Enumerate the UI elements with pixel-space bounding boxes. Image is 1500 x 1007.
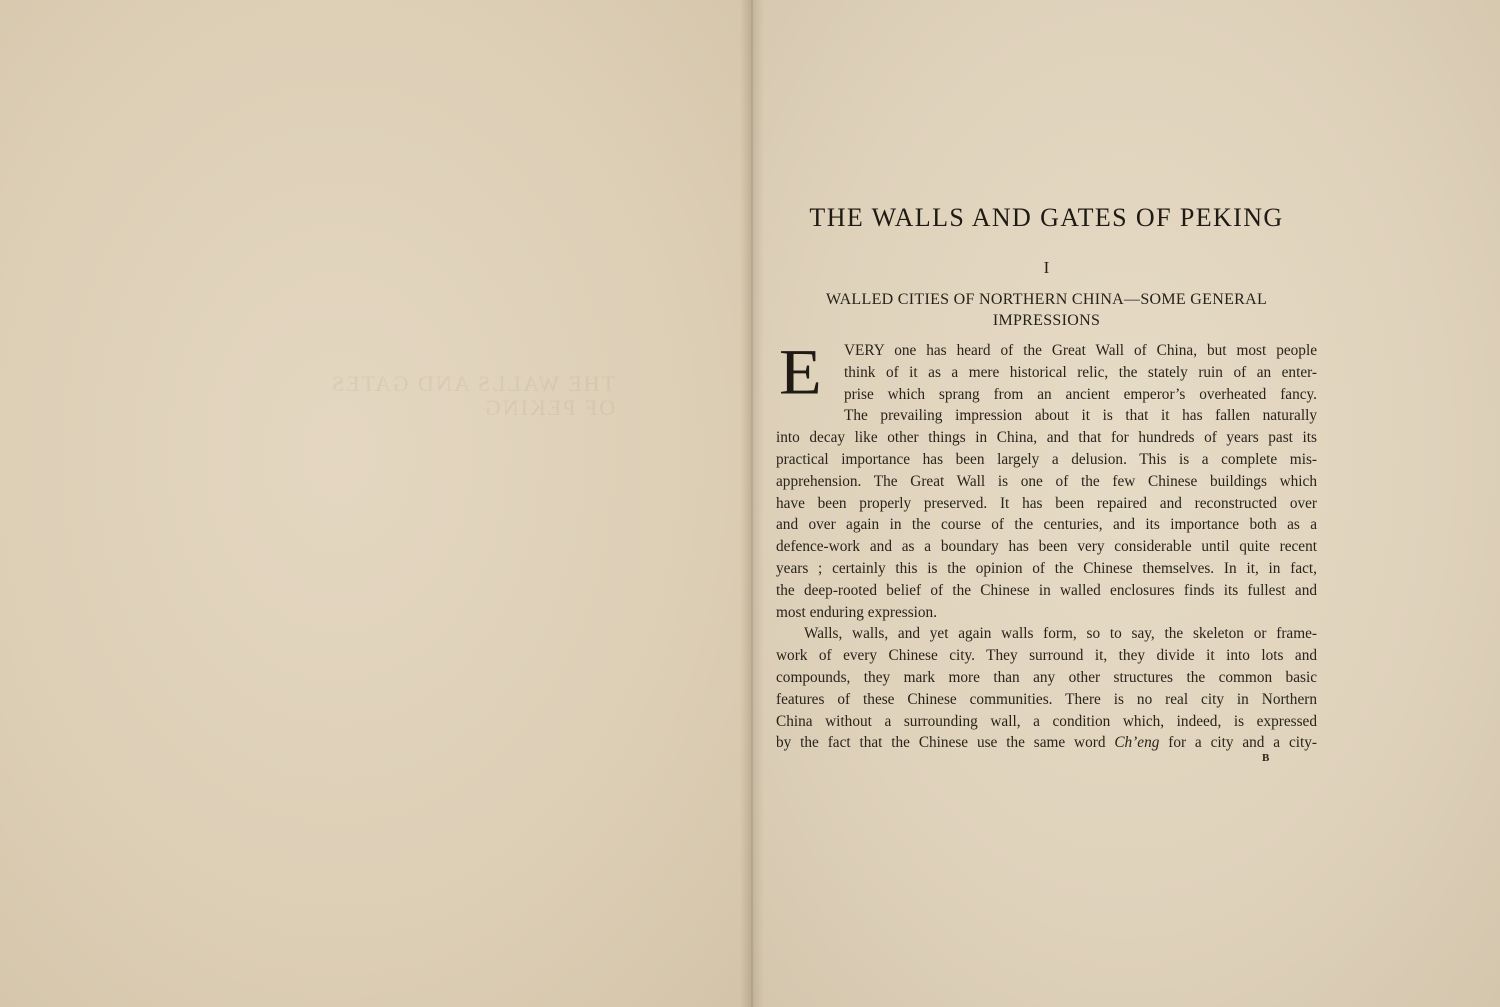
chapter-title-line: IMPRESSIONS	[992, 312, 1101, 329]
paragraph-line: apprehension. The Great Wall is one of the few Chinese buildings which	[776, 472, 1317, 490]
paragraph-line: years ; certainly this is the opinion of the Chinese themselves. In it, in fact,	[776, 559, 1317, 577]
show-through-text	[330, 372, 615, 420]
paragraph-line: most enduring expression.	[776, 603, 938, 621]
line-text: by the fact that the Chinese use the same word	[776, 734, 1115, 752]
paragraph-line: The prevailing impression about it is that it has fallen naturally	[844, 407, 1317, 425]
page-gutter	[740, 0, 764, 1007]
chapter-number: I	[1043, 258, 1050, 277]
drop-cap-letter: E	[779, 336, 822, 409]
paragraph-line: and over again in the course of the centuries, and its importance both as a	[776, 516, 1317, 534]
paragraph-line: work of every Chinese city. They surround it, they divide it into lots and	[776, 647, 1317, 665]
book-title: THE WALLS AND GATES OF PEKING	[809, 203, 1284, 232]
body-text	[776, 336, 1317, 754]
paragraph-line: features of these Chinese communities. There is no real city in Northern	[776, 690, 1317, 708]
paragraph-line: VERY one has heard of the Great Wall of China, but most people	[844, 342, 1317, 359]
signature-mark: B	[1262, 752, 1270, 764]
paragraph-line: practical importance has been largely a delusion. This is a complete mis-	[776, 450, 1317, 468]
paragraph-line	[776, 732, 1317, 754]
paragraph-line: think of it as a mere historical relic, the stately ruin of an enter-	[844, 363, 1317, 381]
paragraph-line: compounds, they mark more than any other structures the common basic	[776, 668, 1317, 686]
line-text: for a city and a city-	[1159, 734, 1317, 752]
show-through-line: THE WALLS AND GATES	[330, 371, 616, 396]
chapter-title	[776, 289, 1317, 331]
paragraph-line: prise which sprang from an ancient emperor’s overheated fancy.	[844, 385, 1317, 403]
show-through-line: OF PEKING	[482, 395, 616, 420]
paragraph-line: into decay like other things in China, and that for hundreds of years past its	[776, 429, 1317, 447]
paragraph-line: China without a surrounding wall, a condition which, indeed, is expressed	[776, 712, 1317, 730]
paragraph-line: have been properly preserved. It has been repaired and reconstructed over	[776, 494, 1317, 512]
italic-word: Ch’eng	[1114, 734, 1160, 752]
paragraph-line: Walls, walls, and yet again walls form, so to say, the skeleton or frame-	[804, 625, 1317, 643]
paragraph-line: defence-work and as a boundary has been very considerable until quite recent	[776, 538, 1317, 556]
paragraph-line: the deep-rooted belief of the Chinese in walled enclosures finds its fullest and	[776, 581, 1317, 599]
chapter-title-line: WALLED CITIES OF NORTHERN CHINA—SOME GENERAL	[825, 291, 1268, 308]
